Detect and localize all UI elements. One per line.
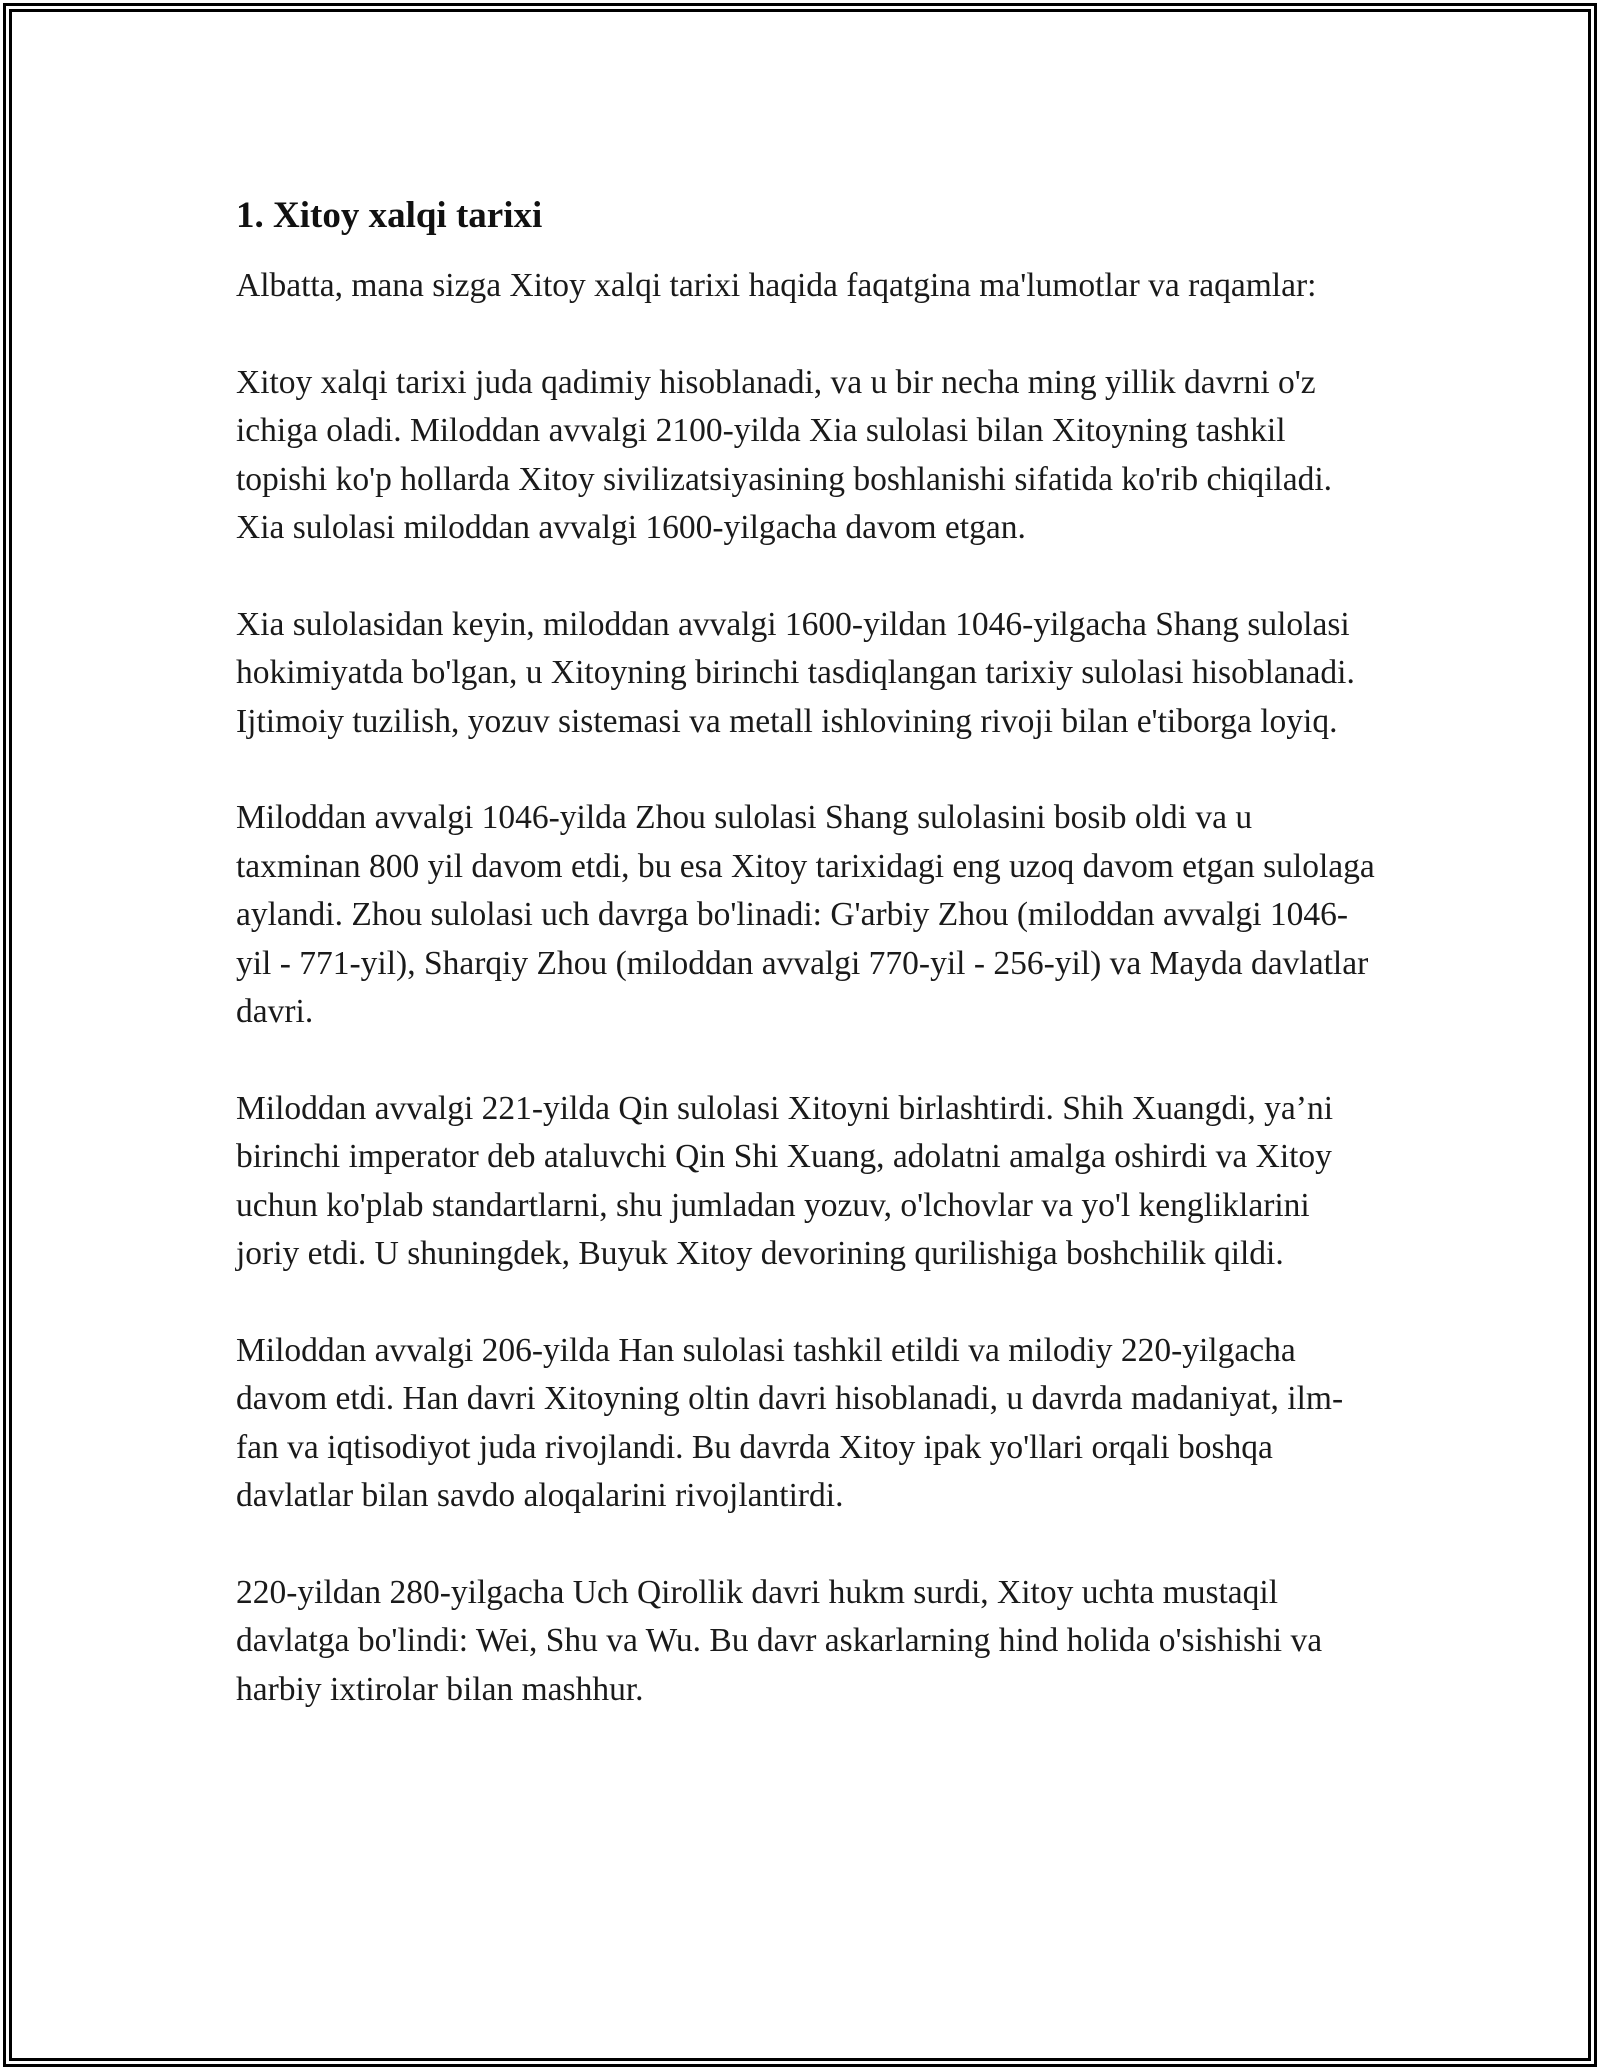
document-body: [236, 188, 1376, 1762]
paragraph-han-dynasty: Miloddan avvalgi 206-yilda Han sulolasi tashkil etildi va milodiy 220-yilgacha davom etdi. Han davri Xitoyning oltin davri hisoblanadi, u davrda madaniyat, ilm-fan va iqtisodiyot juda rivojlandi. Bu davrda Xitoy ipak yo'llari orqali boshqa davlatlar bilan savdo aloqalarini rivojlantirdi.: [236, 1331, 1344, 1514]
paragraph-zhou-dynasty: Miloddan avvalgi 1046-yilda Zhou sulolasi Shang sulolasini bosib oldi va u taxminan 800 yil davom etdi, bu esa Xitoy tarixidagi eng uzoq davom etgan sulolaga aylandi. Zhou sulolasi uch davrga bo'linadi: G'arbiy Zhou (miloddan avvalgi 1046-yil - 771-yil), Sharqiy Zhou (miloddan avvalgi 770-yil - 256-yil) va Mayda davlatlar davri.: [236, 799, 1375, 1030]
paragraph-intro: Albatta, mana sizga Xitoy xalqi tarixi haqida faqatgina ma'lumotlar va raqamlar:: [236, 267, 1317, 304]
paragraph-shang-dynasty: Xia sulolasidan keyin, miloddan avvalgi 1600-yildan 1046-yilgacha Shang sulolasi hokimiyatda bo'lgan, u Xitoyning birinchi tasdiqlangan tarixiy sulolasi hisoblanadi. Ijtimoiy tuzilish, yozuv sistemasi va metall ishlovining rivoji bilan e'tiborga loyiq.: [236, 605, 1355, 740]
paragraph-three-kingdoms: 220-yildan 280-yilgacha Uch Qirollik davri hukm surdi, Xitoy uchta mustaqil davlatga bo'lindi: Wei, Shu va Wu. Bu davr askarlarning hind holida o'sishishi va harbiy ixtirolar bilan mashhur.: [236, 1573, 1323, 1708]
document-title: 1. Xitoy xalqi tarixi: [236, 195, 543, 236]
paragraph-xia-dynasty: Xitoy xalqi tarixi juda qadimiy hisoblanadi, va u bir necha ming yillik davrni o'z ichiga oladi. Miloddan avvalgi 2100-yilda Xia sulolasi bilan Xitoyning tashkil topishi ko'p hollarda Xitoy sivilizatsiyasining boshlanishi sifatida ko'rib chiqiladi. Xia sulolasi miloddan avvalgi 1600-yilgacha davom etgan.: [236, 363, 1333, 546]
paragraph-qin-dynasty: Miloddan avvalgi 221-yilda Qin sulolasi Xitoyni birlashtirdi. Shih Xuangdi, ya’ni birinchi imperator deb ataluvchi Qin Shi Xuang, adolatni amalga oshirdi va Xitoy uchun ko'plab standartlarni, shu jumladan yozuv, o'lchovlar va yo'l kengliklarini joriy etdi. U shuningdek, Buyuk Xitoy devorining qurilishiga boshchilik qildi.: [236, 1089, 1334, 1272]
